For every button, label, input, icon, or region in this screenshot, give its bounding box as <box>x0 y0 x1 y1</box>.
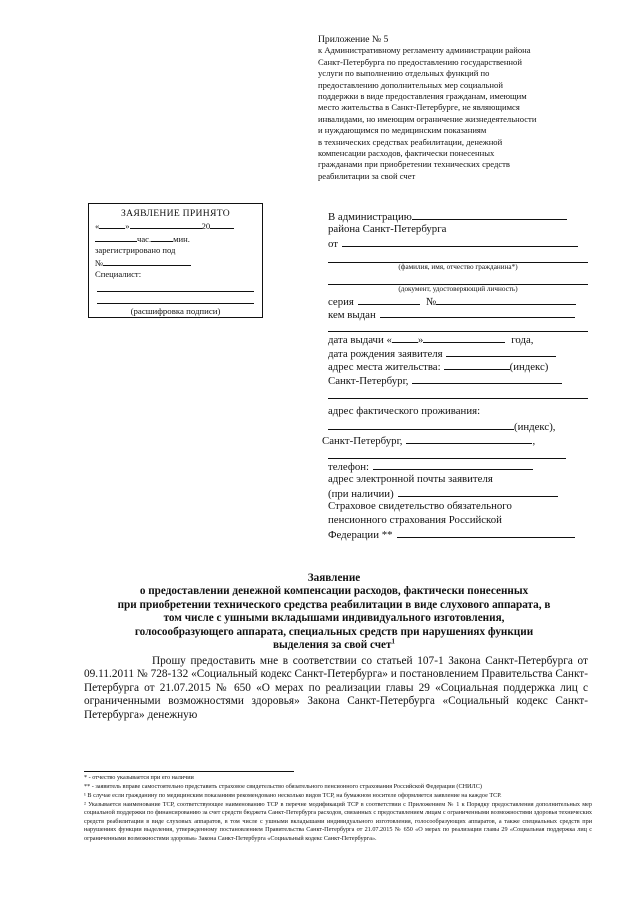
issued-by-field-2[interactable] <box>328 321 588 332</box>
acceptance-stamp <box>88 203 263 318</box>
appendix-line: к Административному регламенту администрации района <box>318 45 531 56</box>
phone-field[interactable] <box>373 459 533 470</box>
phone-label: телефон: <box>328 461 369 474</box>
residence-index-field[interactable] <box>444 359 510 370</box>
appendix-block <box>318 34 628 182</box>
birth-row <box>328 346 588 360</box>
number-label: № <box>425 295 437 308</box>
heading-line: голосообразующего аппарата, специальных средств при нарушениях функции <box>134 625 534 638</box>
actual-address-field[interactable] <box>406 433 532 444</box>
series-field[interactable] <box>358 294 420 305</box>
issue-day-field[interactable] <box>392 332 418 343</box>
stamp-year-label: 20 <box>201 221 211 231</box>
footnote-ref-1[interactable]: 1 <box>391 637 396 646</box>
fio-caption: (фамилия, имя, отчество гражданина*) <box>398 262 518 271</box>
birth-field[interactable] <box>446 346 556 357</box>
fio-field[interactable] <box>328 250 588 263</box>
stamp-caption: (расшифровка подписи) <box>130 306 221 316</box>
issue-date-label: дата выдачи « <box>328 333 392 346</box>
series-row <box>328 294 588 308</box>
appendix-line: компенсации расходов, фактически понесенных <box>318 148 495 159</box>
stamp-signature-line-2[interactable] <box>97 292 254 304</box>
issue-date-row <box>328 332 588 346</box>
stamp-number-field[interactable] <box>103 256 191 266</box>
residence-city-label: Санкт-Петербург, <box>328 374 409 387</box>
admin-label: В администрацию <box>328 211 412 223</box>
stamp-registered: зарегистрировано под <box>95 245 176 255</box>
stamp-hours-label: час. <box>137 234 152 244</box>
issue-year-label: года, <box>511 333 534 346</box>
residence-address-field-2[interactable] <box>328 386 588 399</box>
series-label: серия <box>328 295 354 308</box>
snils-field[interactable] <box>397 527 575 538</box>
snils-row <box>328 527 588 541</box>
residence-city-row <box>328 373 588 387</box>
email-label: адрес электронной почты заявителя <box>328 472 493 485</box>
appendix-line: Санкт-Петербурга по предоставлению государственной <box>318 56 522 67</box>
stamp-signature-line[interactable] <box>97 280 254 292</box>
appendix-line: гражданами при приобретении технических средств <box>318 159 510 170</box>
appendix-line: предоставлению дополнительных мер социальной <box>318 79 503 90</box>
stamp-month-field[interactable] <box>130 219 202 229</box>
appendix-line: реабилитации за свой счет <box>318 170 416 181</box>
heading-line: том числе с ушными вкладышами индивидуального изготовления, <box>163 612 505 625</box>
stamp-number-row <box>95 256 256 269</box>
footnote-2: ** - заявитель вправе самостоятельно представить страховое свидетельство обязательного пенсионного страхования Российской Федерации (СНИЛС) <box>84 783 482 790</box>
residence-row <box>328 359 588 373</box>
actual-city-row <box>322 433 588 447</box>
footnote-divider <box>84 771 294 772</box>
admin-field[interactable] <box>412 209 567 220</box>
from-row <box>328 236 588 250</box>
stamp-hours-field[interactable] <box>95 232 137 242</box>
email-field[interactable] <box>398 486 558 497</box>
actual-label: адрес фактического проживания: <box>328 405 481 418</box>
snils-label: Федерации ** <box>328 529 393 542</box>
actual-index-field[interactable] <box>328 419 514 430</box>
doc-number-field[interactable] <box>436 294 576 305</box>
stamp-number-label: № <box>95 258 104 268</box>
footnotes <box>84 774 592 844</box>
actual-address-field-2[interactable] <box>328 446 566 459</box>
actual-comma: , <box>532 434 536 447</box>
stamp-time-row <box>95 232 256 245</box>
issue-date-quote: » <box>417 333 424 346</box>
actual-index-row <box>328 419 588 433</box>
applicant-form <box>322 209 588 542</box>
from-field[interactable] <box>342 236 578 247</box>
statement-heading <box>84 572 584 652</box>
appendix-line: услуги по выполнению отдельных функций по <box>318 68 490 79</box>
stamp-title: ЗАЯВЛЕНИЕ ПРИНЯТО <box>121 208 230 219</box>
issued-by-label: кем выдан <box>328 309 376 322</box>
heading-line-text: выделения за свой счет <box>272 639 392 652</box>
snils-line-2: пенсионного страхования Российской <box>328 513 502 526</box>
stamp-day-field[interactable] <box>99 219 125 229</box>
phone-row <box>328 459 588 473</box>
footnote-3: ¹ В случае если гражданину по медицинским показаниям рекомендовано несколько видов ТСР, на бумажном носителе оформляется заявление на каждое ТСР. <box>84 792 502 799</box>
actual-city-label: Санкт-Петербург, <box>322 434 403 447</box>
statement-title: Заявление <box>307 572 361 584</box>
appendix-line: инвалидами, но имеющим ограничение жизнедеятельности <box>318 113 537 124</box>
footnote-1: * - отчество указывается при его наличии <box>84 774 194 781</box>
body-paragraph: Прошу предоставить мне в соответствии со статьей 107-1 Закона Санкт-Петербурга от 09.11.2011 № 728-132 «Социальный кодекс Санкт-Петербурга» и постановлением Правительства Санкт-Петербурга от 21.07.2015 № 650 «О мерах по реализации главы 29 «Социальная поддержка лиц с ограниченными возможностями здоровья» Закона Санкт-Петербурга «Социальный кодекс Санкт-Петербурга» денежную <box>84 655 588 721</box>
residence-address-field[interactable] <box>412 373 562 384</box>
issued-by-row <box>328 307 588 321</box>
stamp-year-field[interactable] <box>210 219 234 229</box>
issued-by-field[interactable] <box>380 307 575 318</box>
email-row <box>328 486 588 500</box>
stamp-specialist: Специалист: <box>95 269 142 279</box>
heading-line-last <box>84 639 584 652</box>
snils-line-1: Страховое свидетельство обязательного <box>328 499 512 512</box>
appendix-line: место жительства в Санкт-Петербурге, не являющимся <box>318 102 520 113</box>
actual-index-label: (индекс), <box>514 420 556 433</box>
document-field[interactable] <box>328 272 588 285</box>
admin-row <box>328 209 588 223</box>
appendix-line: и нуждающимся по медицинским показаниям <box>318 125 487 136</box>
stamp-date-row <box>95 219 256 232</box>
appendix-line: в технических средствах реабилитации, денежной <box>318 136 503 147</box>
residence-index-label: (индекс) <box>509 361 549 374</box>
email-note: (при наличии) <box>328 488 394 501</box>
stamp-minutes-label: мин. <box>173 234 190 244</box>
statement-body <box>84 655 588 722</box>
stamp-minutes-field[interactable] <box>151 232 173 242</box>
district-label: района Санкт-Петербурга <box>328 222 447 235</box>
from-label: от <box>328 238 338 251</box>
stamp-quote-close: » <box>125 221 130 231</box>
footnote-4: ² Указывается наименование ТСР, соответствующее наименованию ТСР в перечне модификаций ТСР в соответствии с Приложением № 1 к Порядку предоставления дополнительных мер социальной поддержки по финансированию за счет средств бюджета Санкт-Петербурга расходов, связанных с предоставлением лицам с ограниченными возможностями здоровья технических средств реабилитации в виде слуховых аппаратов, в том числе с ушными вкладышами индивидуального изготовления, голосообразующих аппаратов, а также специальных средств при нарушениях функции выделения, утвержденному постановлением Правительства Санкт-Петербурга от 21.07.2015 № 650 «О мерах по реализации главы 29 «Социальная поддержка лиц с ограниченными возможностями здоровья» Закона Санкт-Петербурга «Социальный кодекс Санкт-Петербурга». <box>84 801 592 842</box>
appendix-title: Приложение № 5 <box>318 34 389 45</box>
stamp-quote-open: « <box>95 221 100 231</box>
appendix-line: поддержки в виде предоставления гражданам, имеющим <box>318 91 527 102</box>
birth-label: дата рождения заявителя <box>328 347 443 360</box>
document-caption: (документ, удостоверяющий личность) <box>398 284 518 293</box>
heading-line: о предоставлении денежной компенсации расходов, фактически понесенных <box>139 585 529 598</box>
residence-label: адрес места жительства: <box>328 361 441 374</box>
heading-line: при приобретении технического средства реабилитации в виде слухового аппарата, в <box>117 598 551 611</box>
issue-month-field[interactable] <box>423 332 505 343</box>
